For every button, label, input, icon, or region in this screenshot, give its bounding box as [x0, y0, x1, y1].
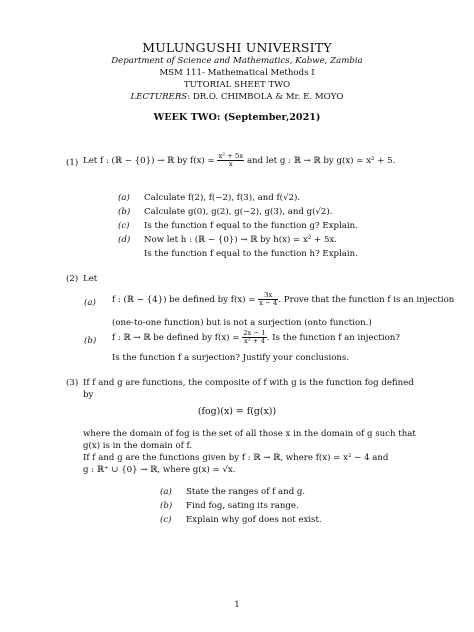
q2-a-label: (a) — [84, 298, 96, 308]
department-line: Department of Science and Mathematics, Kabwe, Zambia — [111, 56, 363, 66]
q2-a-post: . Prove that the function f is an injection — [278, 294, 455, 305]
page-number: 1 — [234, 600, 240, 610]
q3-line2: by — [83, 390, 94, 400]
q2-b-statement — [112, 330, 400, 345]
q1-intro-a: Let f : (ℝ − {0}) → ℝ by f(x) = — [83, 155, 215, 166]
q3-c-label: (c) — [160, 515, 172, 525]
q1-c-label: (c) — [118, 221, 130, 231]
q1-intro — [83, 153, 395, 168]
q2-a-num: 3x — [258, 292, 278, 300]
q3-a-label: (a) — [160, 487, 172, 497]
q2-number: (2) — [66, 274, 79, 284]
q3-line3: where the domain of fog is the set of all those x in the domain of g such that — [83, 429, 416, 439]
q3-line6: g : ℝ⁺ ∪ {0} → ℝ, where g(x) = √x. — [83, 465, 236, 475]
lecturers-line — [0, 92, 474, 102]
lecturers-label: LECTURERS — [130, 92, 188, 102]
q3-formula: (fog)(x) = f(g(x)) — [197, 406, 277, 417]
q2-b-den: x² + 4 — [244, 336, 265, 345]
q1-fraction — [217, 153, 244, 168]
q1-d-text: Now let h : (ℝ − {0}) → ℝ by h(x) = x² + 5x. — [144, 235, 337, 245]
q1-d-continuation: Is the function f equal to the function h? Explain. — [144, 249, 358, 259]
q2-a-fraction — [258, 292, 278, 307]
q2-a-continuation: (one-to-one function) but is not a surjection (onto function.) — [112, 318, 372, 328]
q1-b-text: Calculate g(0), g(2), g(−2), g(3), and g(√2). — [144, 207, 333, 217]
q3-line4: g(x) is in the domain of f. — [83, 441, 193, 451]
q3-line1: If f and g are functions, the composite of f with g is the function fog defined — [83, 378, 414, 388]
q2-b-fraction — [242, 330, 267, 345]
q2-a-pre: f : (ℝ − {4}) be defined by f(x) = — [112, 294, 256, 305]
q2-b-label: (b) — [84, 336, 97, 346]
q3-line5: If f and g are the functions given by f : ℝ → ℝ, where f(x) = x² − 4 and — [83, 453, 389, 463]
q2-intro: Let — [83, 274, 98, 284]
q3-number: (3) — [66, 378, 79, 388]
q3-b-label: (b) — [160, 501, 173, 511]
course-line: MSM 111- Mathematical Methods I — [159, 68, 315, 78]
q1-b-label: (b) — [118, 207, 131, 217]
q2-b-num: 2x − 1 — [243, 329, 266, 337]
university-title: MULUNGUSHI UNIVERSITY — [142, 40, 332, 55]
q2-b-continuation: Is the function f a surjection? Justify your conclusions. — [112, 353, 350, 363]
q2-b-pre: f : ℝ → ℝ be defined by f(x) = — [112, 332, 240, 343]
q1-intro-b: and let g : ℝ → ℝ by g(x) = x² + 5. — [246, 155, 396, 166]
q2-a-den: x − 4 — [259, 298, 278, 307]
week-heading: WEEK TWO: (September,2021) — [153, 112, 321, 123]
q1-c-text: Is the function f equal to the function g? Explain. — [144, 221, 358, 231]
q3-c-text: Explain why gof does not exist. — [186, 515, 322, 525]
q2-a-statement — [112, 292, 454, 307]
q1-frac-den: x — [228, 159, 233, 168]
q1-frac-num: x² + 5x — [218, 152, 244, 160]
q3-b-text: Find fog, sating its range. — [186, 501, 299, 511]
q1-a-text: Calculate f(2), f(−2), f(3), and f(√2). — [144, 193, 301, 203]
q1-number: (1) — [66, 158, 79, 168]
q1-d-label: (d) — [118, 235, 131, 245]
q1-a-label: (a) — [118, 193, 130, 203]
q3-a-text: State the ranges of f and g. — [186, 487, 306, 497]
q2-b-post: . Is the function f an injection? — [266, 332, 400, 343]
lecturers-names: : DR.O. CHIMBOLA & Mr. E. MOYO — [187, 92, 344, 102]
sheet-title: TUTORIAL SHEET TWO — [183, 80, 291, 90]
